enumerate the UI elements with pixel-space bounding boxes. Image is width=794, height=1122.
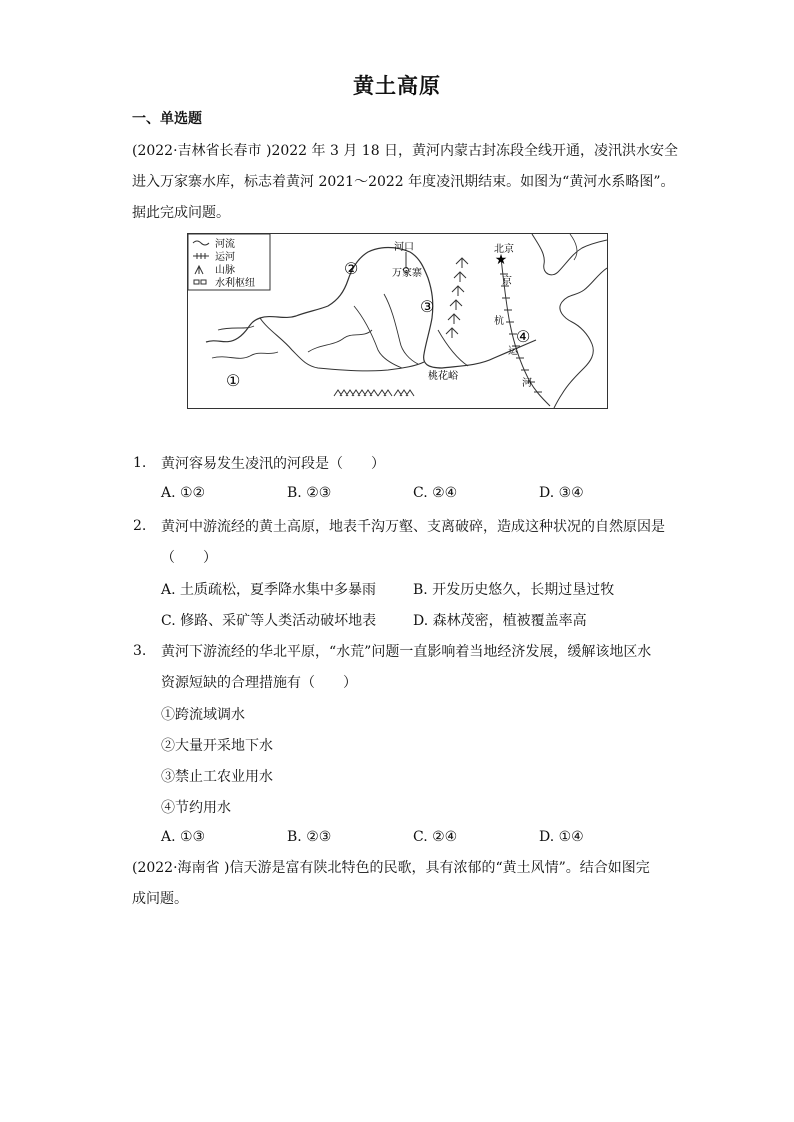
map-svg	[188, 234, 607, 408]
liaodong-coast	[570, 234, 577, 260]
legend-canal: 运河	[215, 252, 235, 263]
q1-option-c[interactable]: C. ②④	[413, 485, 458, 501]
question-3-text-line-1: 黄河下游流经的华北平原，“水荒”问题一直影响着当地经济发展，缓解该地区水	[161, 644, 652, 660]
map-circle-1: ①	[226, 371, 241, 390]
intro2-line-1: (2022·海南省 )信天游是富有陕北特色的民歌，具有浓郁的“黄土风情”。结合如图完	[132, 860, 650, 876]
tributary-luo	[438, 330, 468, 366]
section-heading: 一、单选题	[132, 111, 202, 127]
tributary-wei	[260, 318, 424, 371]
q2-option-b[interactable]: B. 开发历史悠久，长期过垦过牧	[413, 582, 615, 598]
tributary-fen	[384, 294, 418, 364]
q3-item-2: ②大量开采地下水	[161, 738, 273, 754]
southern-mountains-icon	[334, 390, 414, 396]
map-label-taohuayu: 桃花峪	[428, 371, 458, 382]
q3-item-1: ①跨流域调水	[161, 707, 245, 723]
q3-option-a[interactable]: A. ①③	[161, 829, 206, 845]
map-circle-2: ②	[344, 259, 359, 278]
intro2-line-2: 成问题。	[132, 891, 188, 907]
q2-option-c[interactable]: C. 修路、采矿等人类活动破坏地表	[161, 613, 377, 629]
question-2-text-line-1: 黄河中游流经的黄土高原，地表千沟万壑、支离破碎，造成这种状况的自然原因是	[161, 519, 665, 535]
q3-option-d[interactable]: D. ①④	[539, 829, 584, 845]
tributary-jing	[308, 330, 372, 352]
q3-option-c[interactable]: C. ②④	[413, 829, 458, 845]
intro1-line-1: (2022·吉林省长春市 )2022 年 3 月 18 日，黄河内蒙古封冻段全线开通，凌汛洪水安全	[132, 143, 679, 159]
question-3-number: 3.	[133, 643, 147, 659]
map-circle-3: ③	[420, 297, 435, 316]
q3-item-4: ④节约用水	[161, 800, 231, 816]
q1-option-d[interactable]: D. ③④	[539, 485, 584, 501]
map-circle-4: ④	[516, 327, 531, 346]
canal-char-2: 杭	[494, 316, 504, 327]
canal-char-4: 河	[522, 378, 532, 389]
q2-option-d[interactable]: D. 森林茂密，植被覆盖率高	[413, 613, 587, 629]
legend-river: 河流	[215, 239, 235, 250]
intro1-line-3: 据此完成问题。	[132, 205, 230, 221]
map-label-hekou: 河口	[394, 242, 414, 253]
question-3-text-line-2: 资源短缺的合理措施有（ ）	[161, 675, 357, 691]
canal-char-1: 京	[502, 276, 512, 287]
legend-mountain: 山脉	[215, 265, 235, 276]
yellow-river-map	[187, 233, 608, 409]
canal-char-3: 运	[508, 346, 518, 357]
tributary-west-2	[212, 352, 278, 358]
question-2-text-line-2: （ ）	[161, 550, 217, 566]
question-2-number: 2.	[133, 518, 147, 534]
intro1-line-2: 进入万家寨水库，标志着黄河 2021～2022 年度凌汛期结束。如图为“黄河水系略图”。	[132, 174, 675, 190]
tributary-wuding	[354, 306, 402, 368]
q2-option-a[interactable]: A. 土质疏松，夏季降水集中多暴雨	[161, 582, 377, 598]
q3-option-b[interactable]: B. ②③	[287, 829, 332, 845]
q1-option-b[interactable]: B. ②③	[287, 485, 332, 501]
legend-dam: 水利枢纽	[215, 278, 255, 289]
taihang-mountains-icon	[446, 258, 468, 338]
q1-option-a[interactable]: A. ①②	[161, 485, 206, 501]
question-1-number: 1.	[133, 455, 147, 471]
map-label-beijing: 北京	[494, 244, 514, 255]
beijing-star-icon: ★	[494, 252, 508, 268]
q3-item-3: ③禁止工农业用水	[161, 769, 273, 785]
coastline	[532, 234, 607, 408]
question-1-text: 黄河容易发生凌汛的河段是（ ）	[161, 456, 385, 472]
page-title: 黄土高原	[353, 73, 441, 98]
map-label-wanjiazhai: 万家寨	[392, 268, 422, 279]
